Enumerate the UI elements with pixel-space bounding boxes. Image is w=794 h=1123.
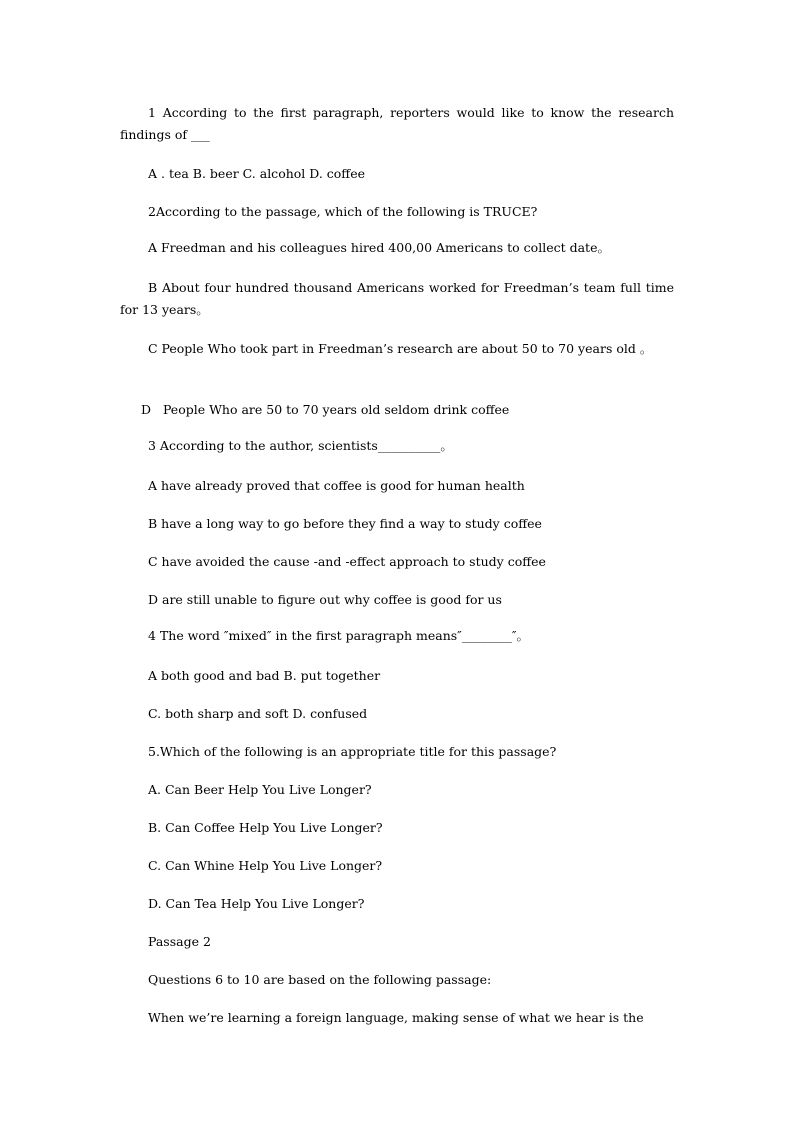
question-1-options: A . tea B. beer C. alcohol D. coffee [148,166,365,181]
question-2-option-b: B About four hundred thousand Americans worked for Freedman’s team full time for 13 years。 [120,280,674,317]
question-2-option-c: C People Who took part in Freedman’s research are about 50 to 70 years old 。 [148,341,653,356]
question-4-stem: 4 The word ″mixed″ in the first paragraph means″________″。 [148,628,530,643]
question-3-option-a: A have already proved that coffee is good for human health [148,478,525,493]
question-5-stem: 5.Which of the following is an appropriate title for this passage? [148,744,557,759]
question-5-option-d: D. Can Tea Help You Live Longer? [148,896,365,911]
question-2-option-a: A Freedman and his colleagues hired 400,00 Americans to collect date。 [148,240,610,255]
question-3-option-b: B have a long way to go before they find a way to study coffee [148,516,542,531]
question-3-stem: 3 According to the author, scientists__________。 [148,438,453,453]
question-3-option-d: D are still unable to figure out why coffee is good for us [148,592,502,607]
question-5-option-c: C. Can Whine Help You Live Longer? [148,858,383,873]
question-3-option-c: C have avoided the cause -and -effect approach to study coffee [148,554,546,569]
question-4-options-cd: C. both sharp and soft D. confused [148,706,368,721]
question-2-option-d: D People Who are 50 to 70 years old seldom drink coffee [141,402,510,417]
question-5-option-b: B. Can Coffee Help You Live Longer? [148,820,383,835]
passage-2-first-line: When we’re learning a foreign language, making sense of what we hear is the [148,1010,644,1025]
question-5-option-a: A. Can Beer Help You Live Longer? [148,782,372,797]
passage-2-heading: Passage 2 [148,934,211,949]
question-4-options-ab: A both good and bad B. put together [148,668,381,683]
question-2-stem: 2According to the passage, which of the following is TRUCE? [148,204,538,219]
passage-2-instruction: Questions 6 to 10 are based on the following passage: [148,972,492,987]
question-1-stem: 1 According to the first paragraph, reporters would like to know the research findings of ___ [120,105,674,142]
